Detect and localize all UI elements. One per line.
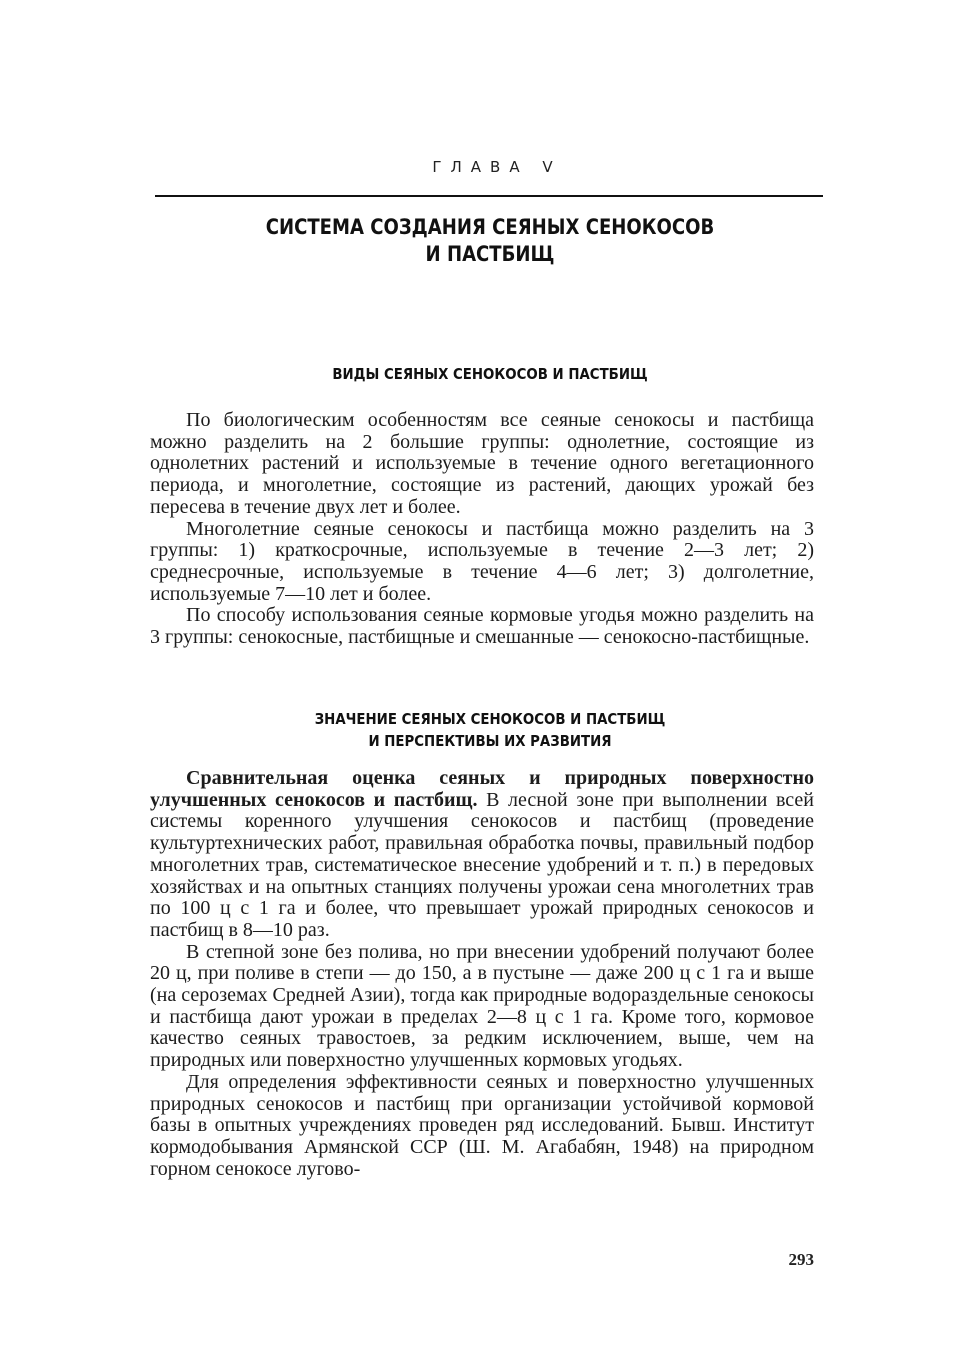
paragraph xyxy=(150,768,814,942)
page-number: 293 xyxy=(788,1250,814,1269)
paragraph-lead-bold: Сравнительная оценка сеяных и природных поверхностно улучшенных сенокосов и пастбищ. xyxy=(150,767,814,811)
paragraph: В степной зоне без полива, но при внесении удобрений получают более 20 ц, при поливе в степи — до 150, а в пустыне — даже 200 ц с 1 га и выше (на сероземах Средней Азии), тогда как природные водораздельные сенокосы и пастбища дают урожаи в пределах 2—8 ц с 1 га. Кроме того, кормовое качество сеяных травостоев, за редким исключением, выше, чем на природных или поверхностно улучшенных кормовых угодьях. xyxy=(150,940,814,1072)
section-heading-line2: И ПЕРСПЕКТИВЫ ИХ РАЗВИТИЯ xyxy=(368,732,612,750)
chapter-title xyxy=(198,214,783,268)
paragraph: Для определения эффективности сеяных и поверхностно улучшенных природных сенокосов и пастбищ при организации устойчивой кормовой базы в опытных учреждениях проведен ряд исследований. Бывш. Институт кормодобывания Армянской ССР (Ш. М. Агабабян, 1948) на природном горном сенокосе лугово- xyxy=(150,1070,814,1180)
paragraph-text: В лесной зоне при выполнении всей системы коренного улучшения сенокосов и пастбищ (проведение культуртехнических работ, правильная обработка почвы, правильный подбор многолетних трав, систематическое внесение удобрений и т. п.) в передовых хозяйствах и на опытных станциях получены урожаи сена многолетних трав по 100 ц с 1 га и более, что превышает урожай природных сенокосов и пастбищ в 8—10 раз. xyxy=(150,788,815,941)
paragraph: По способу использования сеяные кормовые угодья можно разделить на 3 группы: сенокосные, пастбищные и смешанные — сенокосно-пастбищные. xyxy=(150,604,814,649)
paragraph: Многолетние сеяные сенокосы и пастбища можно разделить на 3 группы: 1) краткосрочные, используемые в течение 2—3 лет; 2) среднесрочные, используемые в течение 4—6 лет; 3) долголетние, используемые 7—10 лет и более. xyxy=(150,517,814,605)
chapter-label: ГЛАВА V xyxy=(432,158,562,176)
section-heading-significance xyxy=(198,708,783,752)
header-rule xyxy=(155,195,823,197)
section-heading-line1: ЗНАЧЕНИЕ СЕЯНЫХ СЕНОКОСОВ И ПАСТБИЩ xyxy=(314,710,666,728)
chapter-title-line2: И ПАСТБИЩ xyxy=(425,242,555,266)
chapter-title-line1: СИСТЕМА СОЗДАНИЯ СЕЯНЫХ СЕНОКОСОВ xyxy=(265,215,715,239)
section-body-types xyxy=(150,410,814,649)
paragraph: По биологическим особенностям все сеяные сенокосы и пастбища можно разделить на 2 большие группы: однолетние, состоящие из однолетних растений и используемые в течение одного вегетационного периода, и многолетние, состоящие из растений, дающих урожай без пересева в течение двух лет и более. xyxy=(150,409,814,518)
section-heading-types: ВИДЫ СЕЯНЫХ СЕНОКОСОВ И ПАСТБИЩ xyxy=(332,365,648,383)
section-body-significance xyxy=(150,768,814,1180)
